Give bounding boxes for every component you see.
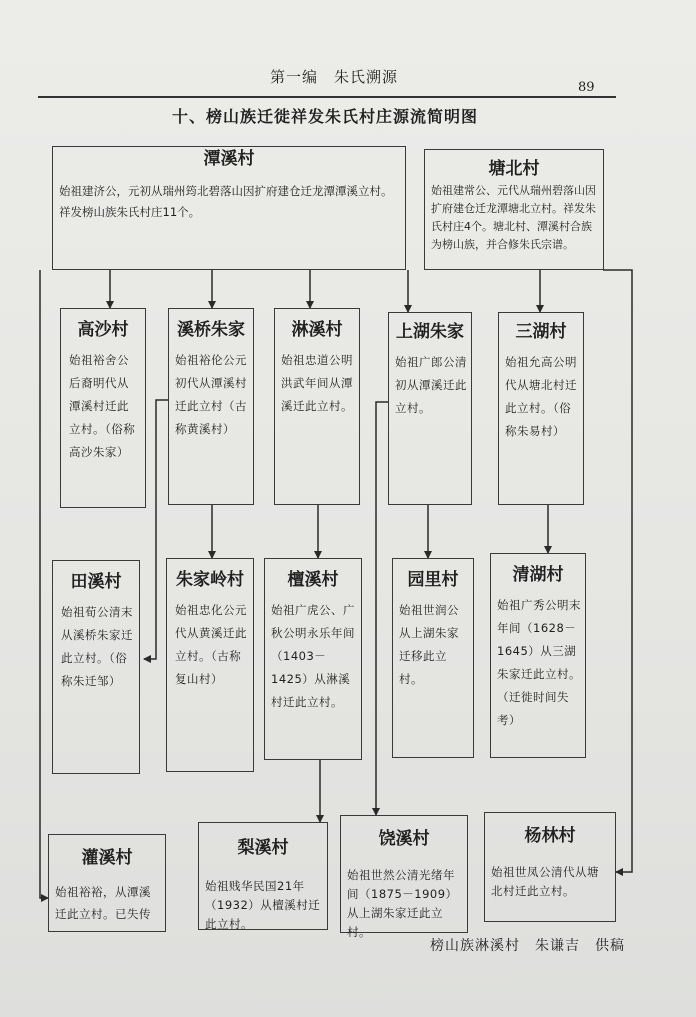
village-description: 始祖裕舍公后裔明代从潭溪村迁此立村。（俗称高沙朱家）	[69, 353, 136, 459]
village-description: 始祖广郎公清初从潭溪迁此立村。	[395, 355, 467, 415]
box-qinghu	[490, 553, 586, 758]
box-xiqiao	[168, 308, 254, 505]
box-yanglin	[484, 812, 616, 922]
village-description: 始祖荀公清末从溪桥朱家迁此立村。（俗称朱迁邹）	[61, 605, 133, 688]
village-name: 溪桥朱家	[177, 320, 245, 340]
village-description: 始祖裕伦公元初代从潭溪村迁此立村（古称黄溪村）	[175, 353, 247, 436]
page-number: 89	[578, 80, 595, 95]
village-description: 始祖忠道公明洪武年间从潭溪迁此立村。	[281, 353, 353, 413]
village-name: 檀溪村	[287, 570, 339, 590]
village-description: 始祖世润公从上湖朱家迁移此立村。	[399, 603, 459, 686]
box-tangbei	[424, 149, 604, 270]
box-tanxi-2	[264, 558, 362, 760]
box-raoxi	[340, 815, 468, 939]
village-description: 始祖建济公，元初从瑞州筠北碧落山因扩府建仓迁龙潭潭溪立村。祥发榜山族朱氏村庄11个。	[59, 184, 393, 219]
box-lixi	[198, 822, 328, 930]
box-tianxi	[52, 560, 140, 774]
village-description: 始祖忠化公元代从黄溪迁此立村。（古称复山村）	[175, 603, 247, 686]
village-description: 始祖广虎公、广秋公明永乐年间（1403－1425）从淋溪村迁此立村。	[271, 603, 355, 709]
box-yuanli	[392, 558, 474, 758]
village-name: 朱家岭村	[176, 570, 244, 590]
box-guanxi	[48, 834, 166, 932]
village-name: 塘北村	[488, 159, 540, 179]
box-linxi	[274, 308, 360, 505]
village-description: 始祖广秀公明末年间（1628－1645）从三湖朱家迁此立村。（迁徙时间失考）	[497, 598, 581, 727]
box-shanghu	[388, 312, 472, 505]
village-name: 三湖村	[515, 322, 567, 342]
village-description: 始祖贱华民国21年（1932）从檀溪村迁此立村。	[205, 879, 321, 931]
village-name: 灌溪村	[81, 848, 133, 868]
village-description: 始祖允高公明代从塘北村迁此立村。（俗称朱易村）	[505, 355, 577, 438]
village-name: 杨林村	[524, 826, 576, 846]
contributor-credit: 榜山族淋溪村 朱谦吉 供稿	[430, 938, 625, 954]
village-name: 清湖村	[512, 565, 564, 585]
village-name: 饶溪村	[378, 829, 430, 849]
village-description: 始祖世然公清光绪年间（1875－1909）从上湖朱家迁此立村。	[347, 868, 458, 939]
village-name: 园里村	[407, 570, 459, 590]
village-name: 梨溪村	[237, 838, 289, 858]
box-zhujialing	[166, 558, 254, 772]
village-name: 潭溪村	[203, 149, 255, 169]
village-description: 始祖世凤公清代从塘北村迁此立村。	[491, 865, 599, 898]
village-name: 高沙村	[77, 320, 129, 340]
box-sanhu	[498, 312, 584, 505]
chart-title: 十、榜山族迁徙祥发朱氏村庄源流简明图	[172, 107, 479, 126]
village-description: 始祖裕裕，从潭溪迁此立村。已失传	[55, 885, 151, 921]
box-gaosha	[60, 308, 146, 508]
village-name: 上湖朱家	[396, 322, 464, 342]
village-description: 始祖建常公、元代从瑞州碧落山因扩府建仓迁龙潭塘北立村。祥发朱氏村庄4个。塘北村、潭溪村合族为榜山族，并合修朱氏宗谱。	[431, 184, 596, 251]
village-name: 田溪村	[70, 572, 122, 592]
village-name: 淋溪村	[291, 320, 343, 340]
box-tanxi	[52, 146, 406, 270]
running-header: 第一编 朱氏溯源	[270, 68, 399, 86]
